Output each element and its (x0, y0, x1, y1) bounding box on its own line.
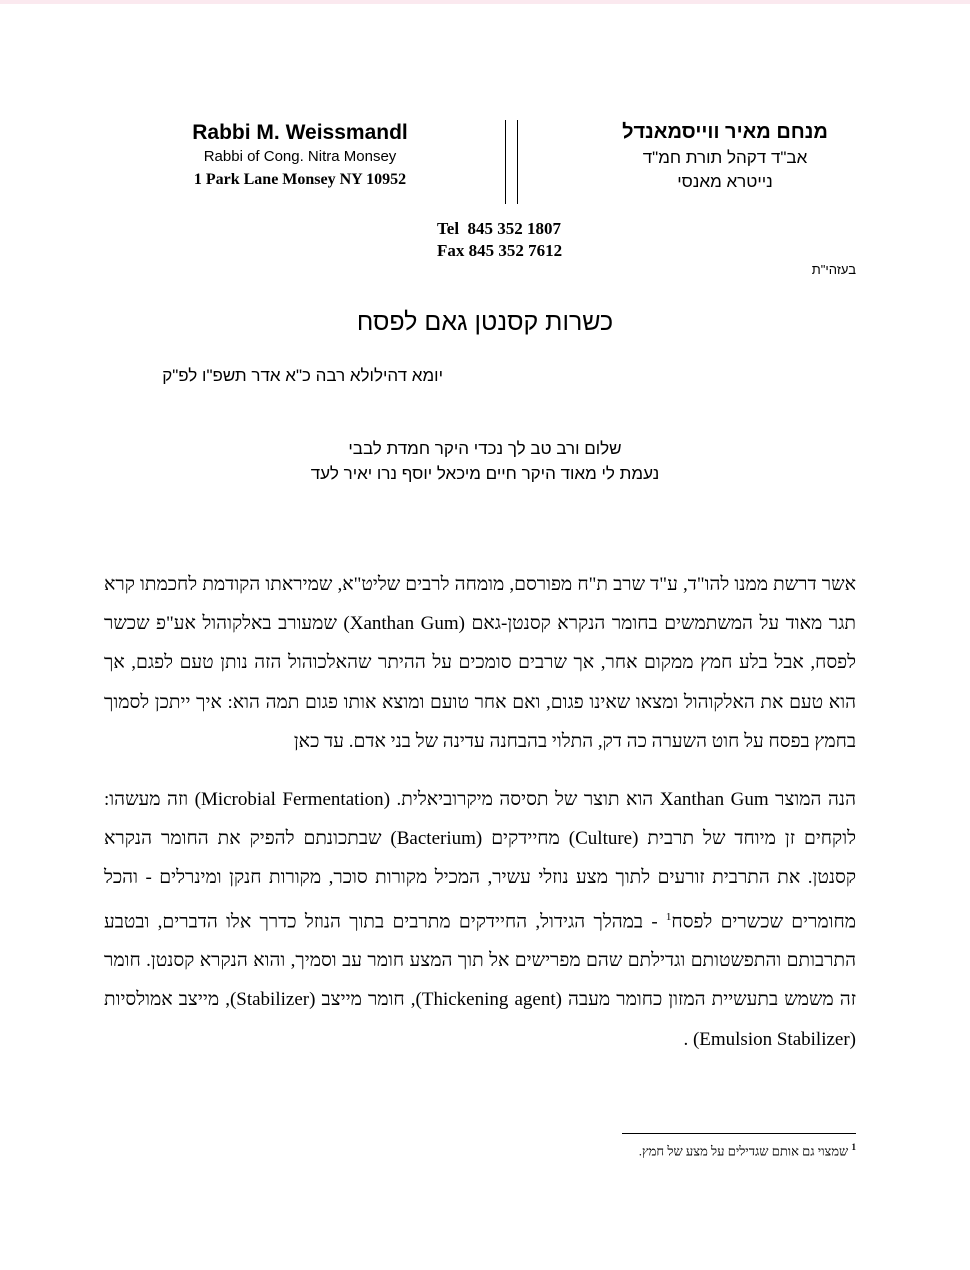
greeting-line-2: נעמת לי מאוד היקר חיים מיכאל יוסף נרו יאיר לעד (310, 464, 660, 483)
footnote-separator (622, 1133, 856, 1134)
contact-block (437, 218, 562, 262)
letter-title: כשרות קסנטן גאם לפסח (356, 308, 614, 336)
body-paragraph-2 (104, 780, 856, 1059)
letterhead-divider-left (505, 120, 506, 204)
footnote-number: 1 (851, 1142, 856, 1152)
letterhead-english (160, 120, 440, 192)
rabbi-address: 1 Park Lane Monsey NY 10952 (193, 171, 407, 188)
rabbi-title-english: Rabbi of Cong. Nitra Monsey (203, 148, 397, 165)
letterhead-divider-right (517, 120, 518, 204)
body-paragraph-1: אשר דרשת ממנו להו"ד, ע"ד שרב ת"ח מפורסם, מומחה לרבים שליט"א, שמיראתו הקודמת לחכמתו קרא תגר מאוד על המשתמשים בחומר הנקרא קסנטן-גאם (Xanthan Gum) שמעורב באלקוהול אע"פ שכשר לפסח, אבל בלע חמץ ממקום אחר, אך שרבים סומכים על ההיתר שהאלכוהול הזה נותן טעם לפגם, אך הוא טעם את האלקוהול ומצאו שאינו פגום, ואם אחר טועם ומוצא אותו פגום תמה הוא: איך ייתכן לסמוך בחמץ בפסח על חוט השערה כה דק, התלוי בהבחנה עדינה של בני אדם. עד כאן (104, 574, 857, 752)
letterhead-hebrew (590, 118, 860, 194)
rabbi-name-hebrew: מנחם מאיר ווייסמאנדל (622, 121, 828, 143)
date-line: יומא דהילולא רבה כ"א אדר תשפ"ו לפ"ק (162, 366, 443, 385)
footnote-reference: 1 (665, 910, 672, 923)
paragraph-2-part-2: - במהלך הגידול, החיידקים מתרבים בתוך הנוזל כדרך אלו הדברים, ובטבע התרבותם והתפשטותם וגדילתם שהם מפרישים אל תוך המצע חומר עב וסמיך, והוא הנקרא קסנטן. חומר זה משמש בתעשיית המזון כחומר מעבה (Thickening agent), חומר מייצב (Stabilizer), מייצב אמולסיות (Emulsion Stabilizer) . (104, 910, 856, 1050)
rabbi-place-hebrew: נייטרא מאנסי (677, 172, 773, 191)
rabbi-name-english: Rabbi M. Weissmandl (192, 121, 408, 144)
footnote-text: שמצוי גם אותם שגדילים על מצע של חמץ. (638, 1143, 852, 1159)
fax-number: Fax 845 352 7612 (437, 241, 563, 260)
footnote (639, 1142, 856, 1159)
top-accent-strip (0, 0, 970, 4)
bezrat-hashem-mark: בעזהי"ת (811, 262, 856, 277)
rabbi-title-hebrew: אב"ד דקהל תורת חמ"ד (642, 148, 808, 167)
paragraph-2-part-1: הנה המוצר Xanthan Gum הוא תוצר של תסיסה מיקרוביאלית. (Microbial Fermentation) וזה מעשהו: לוקחים זן מיוחד של תרבית (Culture) מחיידקים (Bacterium) שבתכונתם להפיק את החומר הנקרא קסנטן. את התרבית זורעים לתוך מצע נוזלי עשיר, המכיל מקורות סוכר, מקורות חנקן ומינרלים - והכל מחומרים שכשרים לפסח (104, 789, 857, 932)
telephone-number: Tel 845 352 1807 (437, 219, 562, 238)
greeting-line-1: שלום ורב טב לך נכדי היקר חמדת לבבי (348, 439, 622, 458)
greeting (0, 436, 970, 486)
